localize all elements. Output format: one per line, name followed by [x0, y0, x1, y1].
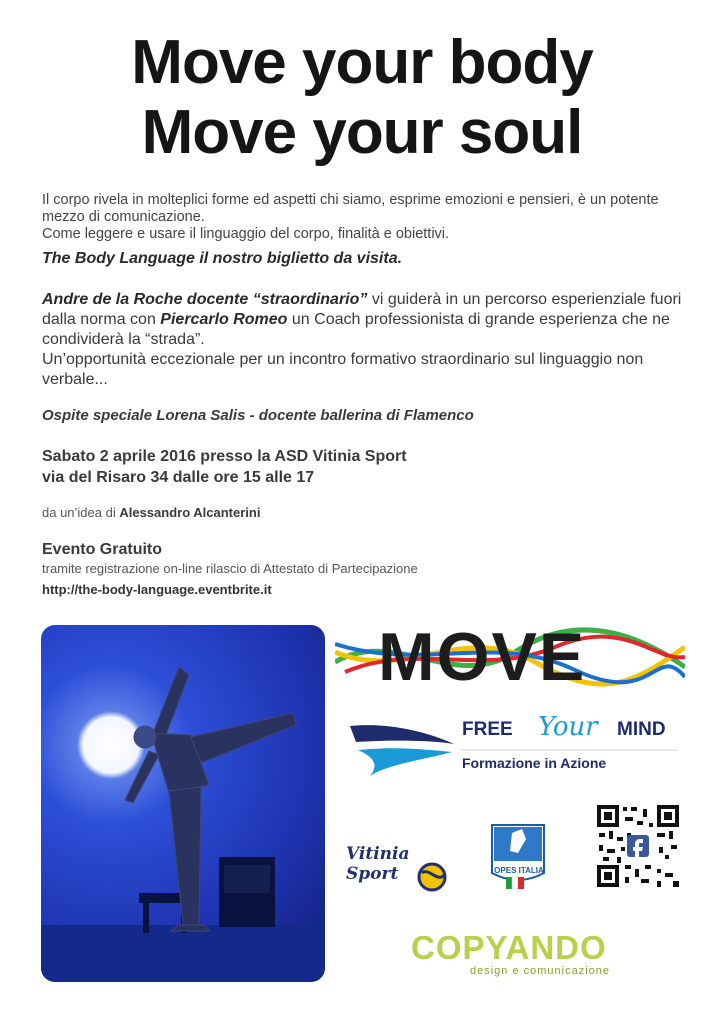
vitinia-text: [346, 844, 410, 884]
copyando-subtitle: design e comunicazione: [470, 965, 611, 977]
copyando-logo: COPYANDO: [411, 929, 607, 966]
teacher-text-1: vi guiderà in un percorso esperienziale fuori dalla norma con: [42, 291, 682, 328]
registration-link[interactable]: http://the-body-language.eventbrite.it: [42, 582, 272, 597]
page-title: [0, 28, 724, 168]
tagline: The Body Language il nostro biglietto da visita.: [42, 250, 403, 267]
opes-text: OPES ITALIA: [494, 866, 544, 875]
dancer-photo: [41, 625, 325, 982]
event-place: via del Risaro 34 dalle ore 15 alle 17: [42, 469, 315, 486]
opportunity-text: Un’opportunità eccezionale per un incontro formativo straordinario sul linguaggio non verbale...: [42, 351, 644, 388]
event-date: Sabato 2 aprile 2016 presso la ASD Vitinia Sport: [42, 448, 407, 465]
intro-line-2: mezzo di comunicazione.: [42, 209, 205, 225]
event-details: [42, 446, 692, 488]
title-line-2: Move your soul: [141, 98, 583, 167]
title-line-1: Move your body: [131, 28, 593, 97]
guest-line: Ospite speciale Lorena Salis - docente ballerina di Flamenco: [42, 407, 474, 424]
vitinia-line-2: Sport: [346, 864, 399, 884]
intro-paragraph: [42, 192, 692, 243]
idea-prefix: da un’idea di: [42, 505, 120, 520]
fym-subtitle: Formazione in Azione: [462, 755, 607, 771]
opes-italia-logo: [490, 823, 546, 895]
fym-your: Your: [538, 712, 598, 742]
vitinia-line-1: Vitinia: [346, 844, 410, 864]
intro-line-1: Il corpo rivela in molteplici forme ed aspetti chi siamo, esprime emozioni e pensieri, è un potente: [42, 192, 659, 208]
move-logo-text: MOVE: [378, 619, 587, 695]
free-event-title: Evento Gratuito: [42, 541, 163, 558]
intro-line-3: Come leggere e usare il linguaggio del corpo, finalità e obiettivi.: [42, 226, 450, 242]
teacher-name: Andre de la Roche docente “straordinario”: [42, 291, 368, 308]
teacher-text-2: un Coach professionista di grande esperienza che ne condividerà la “strada”.: [42, 311, 670, 348]
idea-credit: [42, 505, 260, 520]
free-event-subtitle: tramite registrazione on-line rilascio di Attestato di Partecipazione: [42, 561, 418, 576]
qr-code-icon[interactable]: [595, 803, 681, 889]
idea-author: Alessandro Alcanterini: [119, 505, 261, 520]
fym-mind: MIND: [617, 719, 666, 740]
teacher-paragraph: [42, 290, 692, 390]
dancer-illustration: [41, 625, 325, 982]
facebook-icon: [627, 835, 649, 857]
coach-name: Piercarlo Romeo: [160, 311, 288, 328]
fym-free: FREE: [462, 719, 513, 740]
